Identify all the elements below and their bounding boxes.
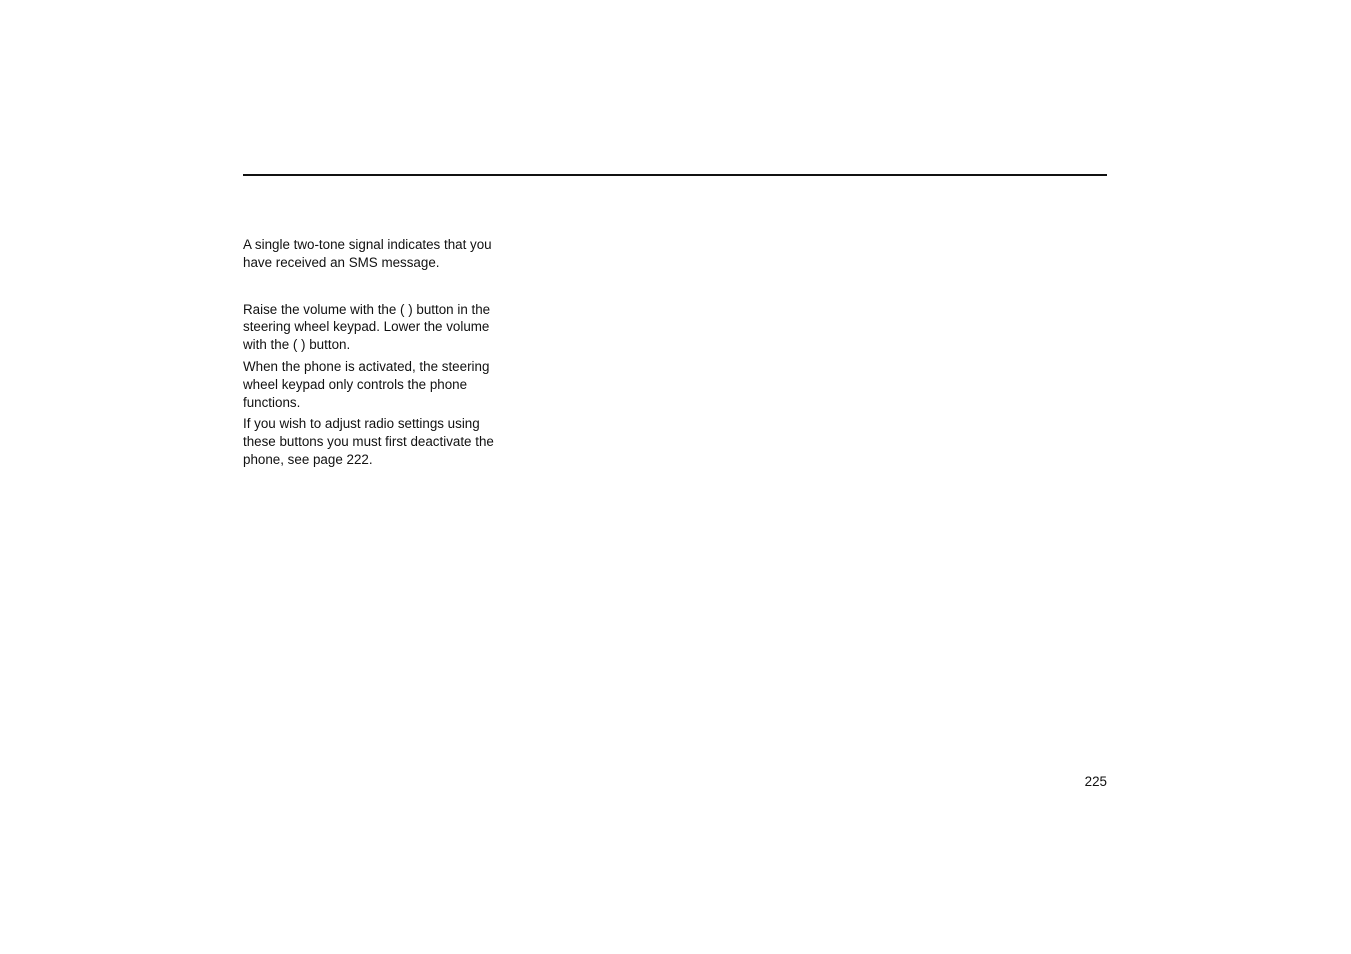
text-line: A single two-tone signal indicates that you bbox=[243, 237, 492, 252]
text-line: If you wish to adjust radio settings using bbox=[243, 416, 480, 432]
text-line: functions. bbox=[243, 394, 301, 410]
text-line: have received an SMS message. bbox=[243, 254, 440, 270]
paragraph-volume bbox=[243, 301, 518, 354]
paragraph-sms-signal bbox=[243, 236, 518, 272]
text-line: with the ( ) button. bbox=[243, 337, 351, 353]
text-line: wheel keypad only controls the phone bbox=[243, 376, 468, 392]
paragraph-phone-activated bbox=[243, 358, 518, 411]
page-number: 225 bbox=[1084, 774, 1107, 789]
text-column bbox=[243, 236, 518, 469]
header-rule bbox=[243, 174, 1107, 176]
text-line: steering wheel keypad. Lower the volume bbox=[243, 319, 490, 335]
text-line: these buttons you must first deactivate the bbox=[243, 434, 494, 450]
text-line: When the phone is activated, the steering bbox=[243, 358, 490, 374]
text-line: phone, see page 222. bbox=[243, 451, 373, 467]
paragraph-radio-settings bbox=[243, 415, 518, 468]
text-line: Raise the volume with the ( ) button in the bbox=[243, 301, 491, 317]
